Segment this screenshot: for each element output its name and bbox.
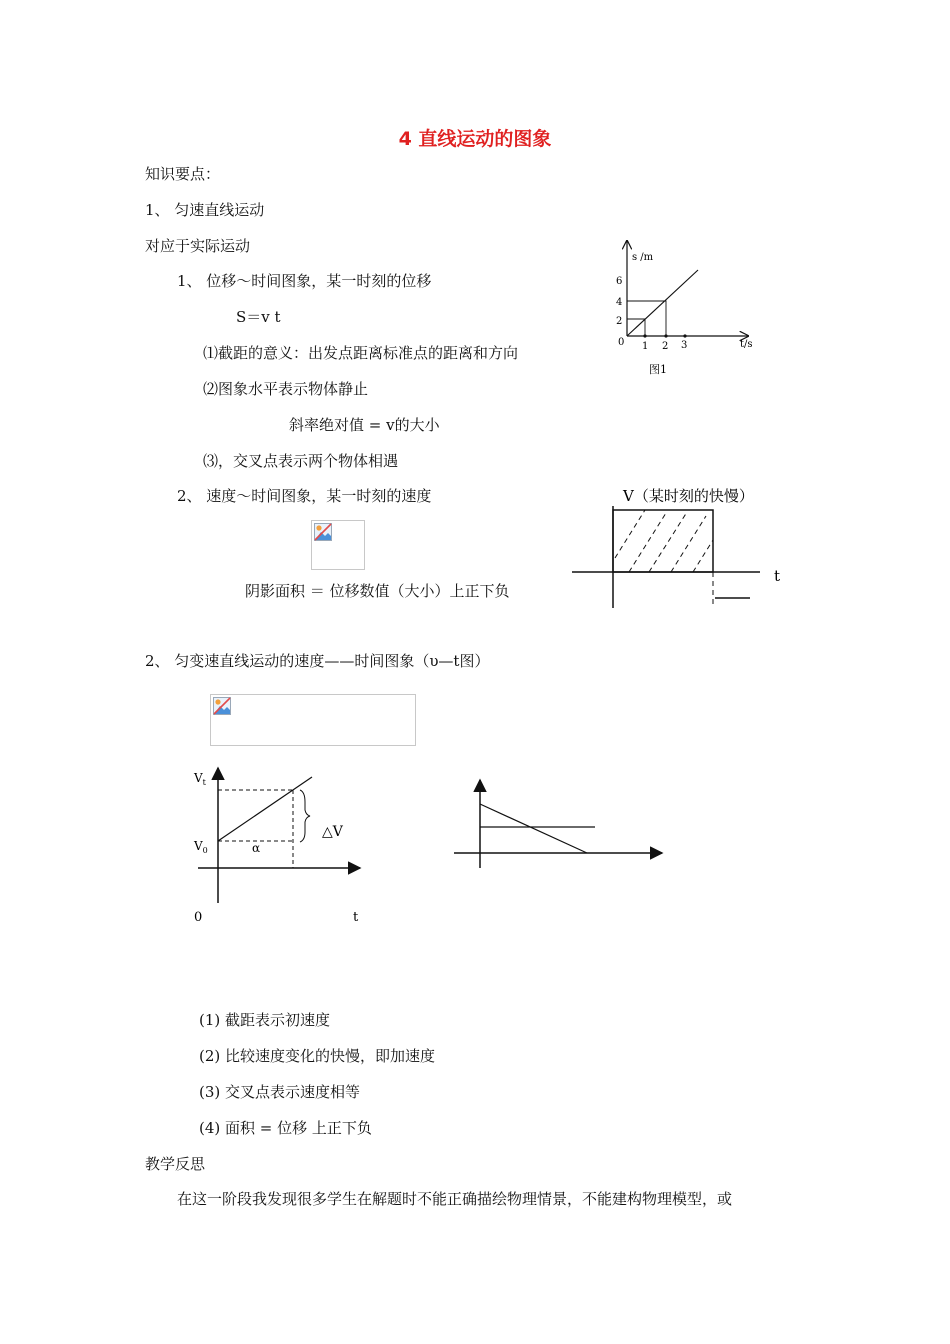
v0-label: $V_0$ xyxy=(194,839,208,855)
image-placeholder xyxy=(311,520,365,570)
x-axis-label: t xyxy=(774,567,781,585)
y-tick-label: 4 xyxy=(616,297,623,308)
figure-vt-accelerated xyxy=(185,760,380,930)
shaded-area-text: 阴影面积 ＝ 位移数值（大小）上正下负 xyxy=(245,582,510,600)
point-slope: 斜率绝对值 = v的大小 xyxy=(289,416,440,434)
list-item: (3) 交叉点表示速度相等 xyxy=(199,1083,361,1101)
origin-label: 0 xyxy=(194,910,203,925)
sec1-item2: 2、 速度～时间图象，某一时刻的速度 xyxy=(177,487,432,505)
x-tick-label: 2 xyxy=(662,341,669,352)
image-placeholder xyxy=(210,694,416,746)
delta-v-brace xyxy=(300,790,310,842)
st-line xyxy=(627,270,698,336)
point-horizontal: ⑵图象水平表示物体静止 xyxy=(203,380,369,398)
list-item: (4) 面积 = 位移 上正下负 xyxy=(199,1119,372,1137)
sec1-item1: 1、 位移～时间图象，某一时刻的位移 xyxy=(177,272,432,290)
reflection-heading: 教学反思 xyxy=(145,1155,206,1173)
vt-label: $V_t$ xyxy=(194,771,206,787)
page-title: 4 直线运动的图象 xyxy=(398,128,552,150)
vt-line xyxy=(218,777,312,841)
list-item: (1) 截距表示初速度 xyxy=(199,1011,331,1029)
figure-1-st-graph xyxy=(600,236,775,381)
sec2-heading: 2、 匀变速直线运动的速度——时间图象（υ—t图） xyxy=(145,652,490,670)
shaded-region xyxy=(613,510,713,572)
broken-image-icon xyxy=(314,523,332,541)
figure-vt-shaded xyxy=(565,484,790,614)
sec1-subheading: 对应于实际运动 xyxy=(145,237,251,255)
x-tick-label: 3 xyxy=(681,340,688,351)
delta-v-label: △V xyxy=(322,824,343,840)
figure-vt-intersection xyxy=(450,775,670,875)
decreasing-line xyxy=(480,804,587,853)
y-axis-label: V（某时刻的快慢） xyxy=(623,487,754,505)
x-axis-label: t/s xyxy=(740,339,753,350)
broken-image-icon xyxy=(213,697,231,715)
point-intercept: ⑴截距的意义：出发点距离标准点的距离和方向 xyxy=(203,344,519,362)
origin-label: 0 xyxy=(618,337,625,348)
reflection-body: 在这一阶段我发现很多学生在解题时不能正确描绘物理情景，不能建构物理模型，或 xyxy=(177,1190,733,1208)
x-tick-label: 1 xyxy=(642,341,649,352)
figure-caption: 图1 xyxy=(649,363,667,376)
formula: S＝v t xyxy=(236,308,281,326)
list-item: (2) 比较速度变化的快慢，即加速度 xyxy=(199,1047,436,1065)
section-heading: 知识要点： xyxy=(145,165,221,183)
y-tick-label: 2 xyxy=(616,316,623,327)
sec1-heading: 1、 匀速直线运动 xyxy=(145,201,265,219)
y-tick-label: 6 xyxy=(616,276,623,287)
t-label: t xyxy=(353,910,359,925)
alpha-label: α xyxy=(252,841,261,855)
point-intersection: ⑶，交叉点表示两个物体相遇 xyxy=(203,452,399,470)
y-axis-label: s /m xyxy=(632,252,654,263)
